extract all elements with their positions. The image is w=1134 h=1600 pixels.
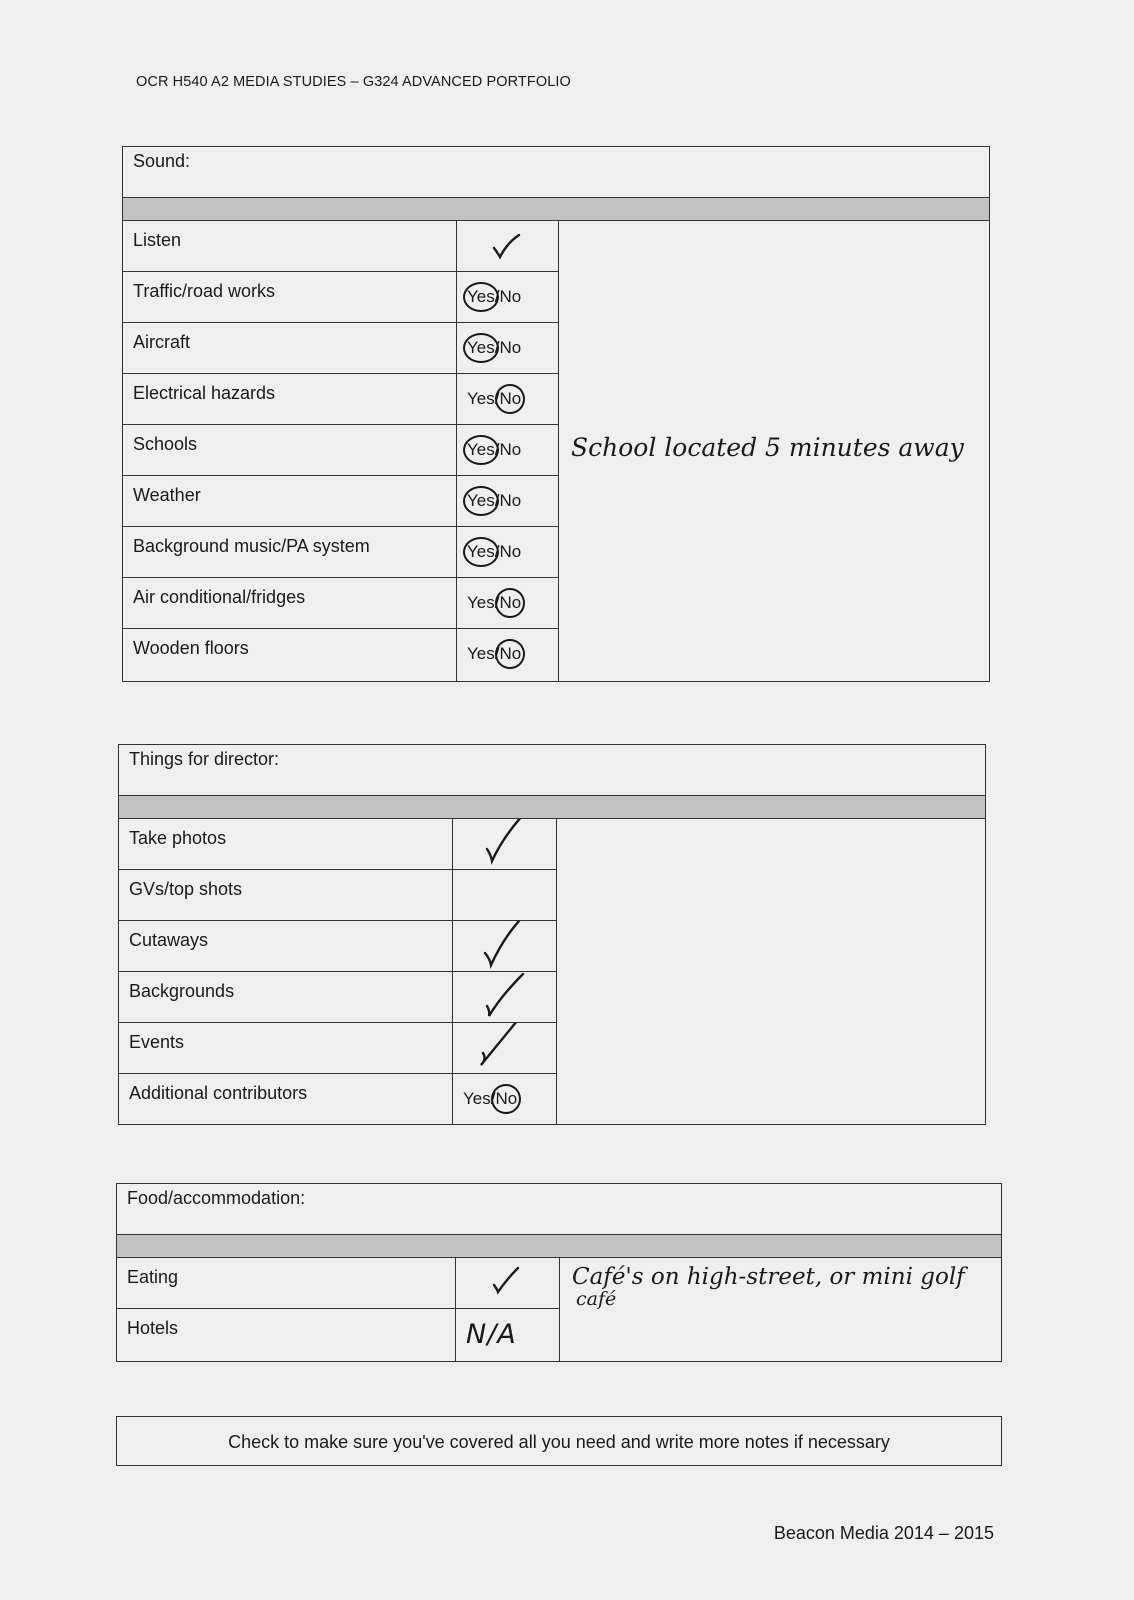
check-cell [453, 1023, 557, 1074]
row-label: Background music/PA system [123, 527, 457, 578]
yes-no-cell [457, 272, 559, 323]
row-label: Schools [123, 425, 457, 476]
grey-band [117, 1235, 1002, 1258]
no-option: No [499, 542, 522, 561]
grey-band [123, 198, 990, 221]
reminder-box: Check to make sure you've covered all you need and write more notes if necessary [116, 1416, 1002, 1466]
no-option: No [499, 287, 522, 306]
yes-no-cell [457, 578, 559, 629]
row-label: Backgrounds [119, 972, 453, 1023]
no-option: No [499, 491, 522, 510]
yes-option: Yes [467, 338, 495, 357]
separator: / [490, 1089, 496, 1108]
check-cell [456, 1258, 560, 1309]
sound-title: Sound: [123, 147, 990, 198]
yes-no-cell [457, 527, 559, 578]
yes-no-cell [457, 323, 559, 374]
yes-no-cell [457, 476, 559, 527]
check-cell [453, 972, 557, 1023]
food-title: Food/accommodation: [117, 1184, 1002, 1235]
separator: / [494, 440, 500, 459]
separator: / [494, 338, 500, 357]
separator: / [494, 644, 500, 663]
check-cell [453, 921, 557, 972]
check-cell [456, 1309, 560, 1362]
row-label: GVs/top shots [119, 870, 453, 921]
row-label: Eating [117, 1258, 456, 1309]
yes-no-cell [457, 374, 559, 425]
food-table [116, 1183, 1002, 1362]
no-option: No [495, 1089, 518, 1108]
director-title: Things for director: [119, 745, 986, 796]
yes-option: Yes [467, 491, 495, 510]
yes-option: Yes [467, 593, 495, 612]
yes-option: Yes [467, 287, 495, 306]
row-label: Traffic/road works [123, 272, 457, 323]
yes-option: Yes [467, 542, 495, 561]
notes-cell [559, 221, 990, 682]
yes-no-cell [457, 629, 559, 682]
row-label: Hotels [117, 1309, 456, 1362]
director-table [118, 744, 986, 1125]
row-label: Cutaways [119, 921, 453, 972]
row-label: Aircraft [123, 323, 457, 374]
separator: / [494, 389, 500, 408]
no-option: No [499, 389, 522, 408]
sound-table [122, 146, 990, 682]
handwritten-note-continued: café [576, 1288, 617, 1310]
tick-mark-icon [453, 921, 555, 972]
yes-no-cell [453, 1074, 557, 1125]
row-label: Take photos [119, 819, 453, 870]
row-label: Air conditional/fridges [123, 578, 457, 629]
row-label: Listen [123, 221, 457, 272]
yes-option: Yes [463, 1089, 491, 1108]
yes-no-cell [457, 425, 559, 476]
tick-mark-icon [453, 1023, 555, 1074]
document-header: OCR H540 A2 MEDIA STUDIES – G324 ADVANCED PORTFOLIO [136, 74, 571, 90]
no-option: No [499, 338, 522, 357]
tick-mark-icon [453, 972, 555, 1023]
separator: / [494, 287, 500, 306]
row-label: Electrical hazards [123, 374, 457, 425]
row-label: Weather [123, 476, 457, 527]
no-option: No [499, 593, 522, 612]
notes-cell [560, 1258, 1002, 1362]
tick-mark-icon [456, 1258, 560, 1309]
yes-option: Yes [467, 644, 495, 663]
tick-mark-icon [457, 221, 557, 272]
check-cell [453, 819, 557, 870]
separator: / [494, 542, 500, 561]
separator: / [494, 593, 500, 612]
no-option: No [499, 440, 522, 459]
no-option: No [499, 644, 522, 663]
check-cell [457, 221, 559, 272]
yes-option: Yes [467, 389, 495, 408]
separator: / [494, 491, 500, 510]
footer-credit: Beacon Media 2014 – 2015 [773, 1523, 994, 1543]
row-label: Events [119, 1023, 453, 1074]
grey-band [119, 796, 986, 819]
row-label: Additional contributors [119, 1074, 453, 1125]
tick-mark-icon [453, 819, 555, 870]
not-applicable-mark: N/A [466, 1319, 517, 1350]
yes-option: Yes [467, 440, 495, 459]
notes-cell [557, 819, 986, 1125]
row-label: Wooden floors [123, 629, 457, 682]
check-cell [453, 870, 557, 921]
handwritten-note: Café's on high-street, or mini golf [572, 1264, 965, 1290]
handwritten-note: School located 5 minutes away [571, 433, 964, 462]
